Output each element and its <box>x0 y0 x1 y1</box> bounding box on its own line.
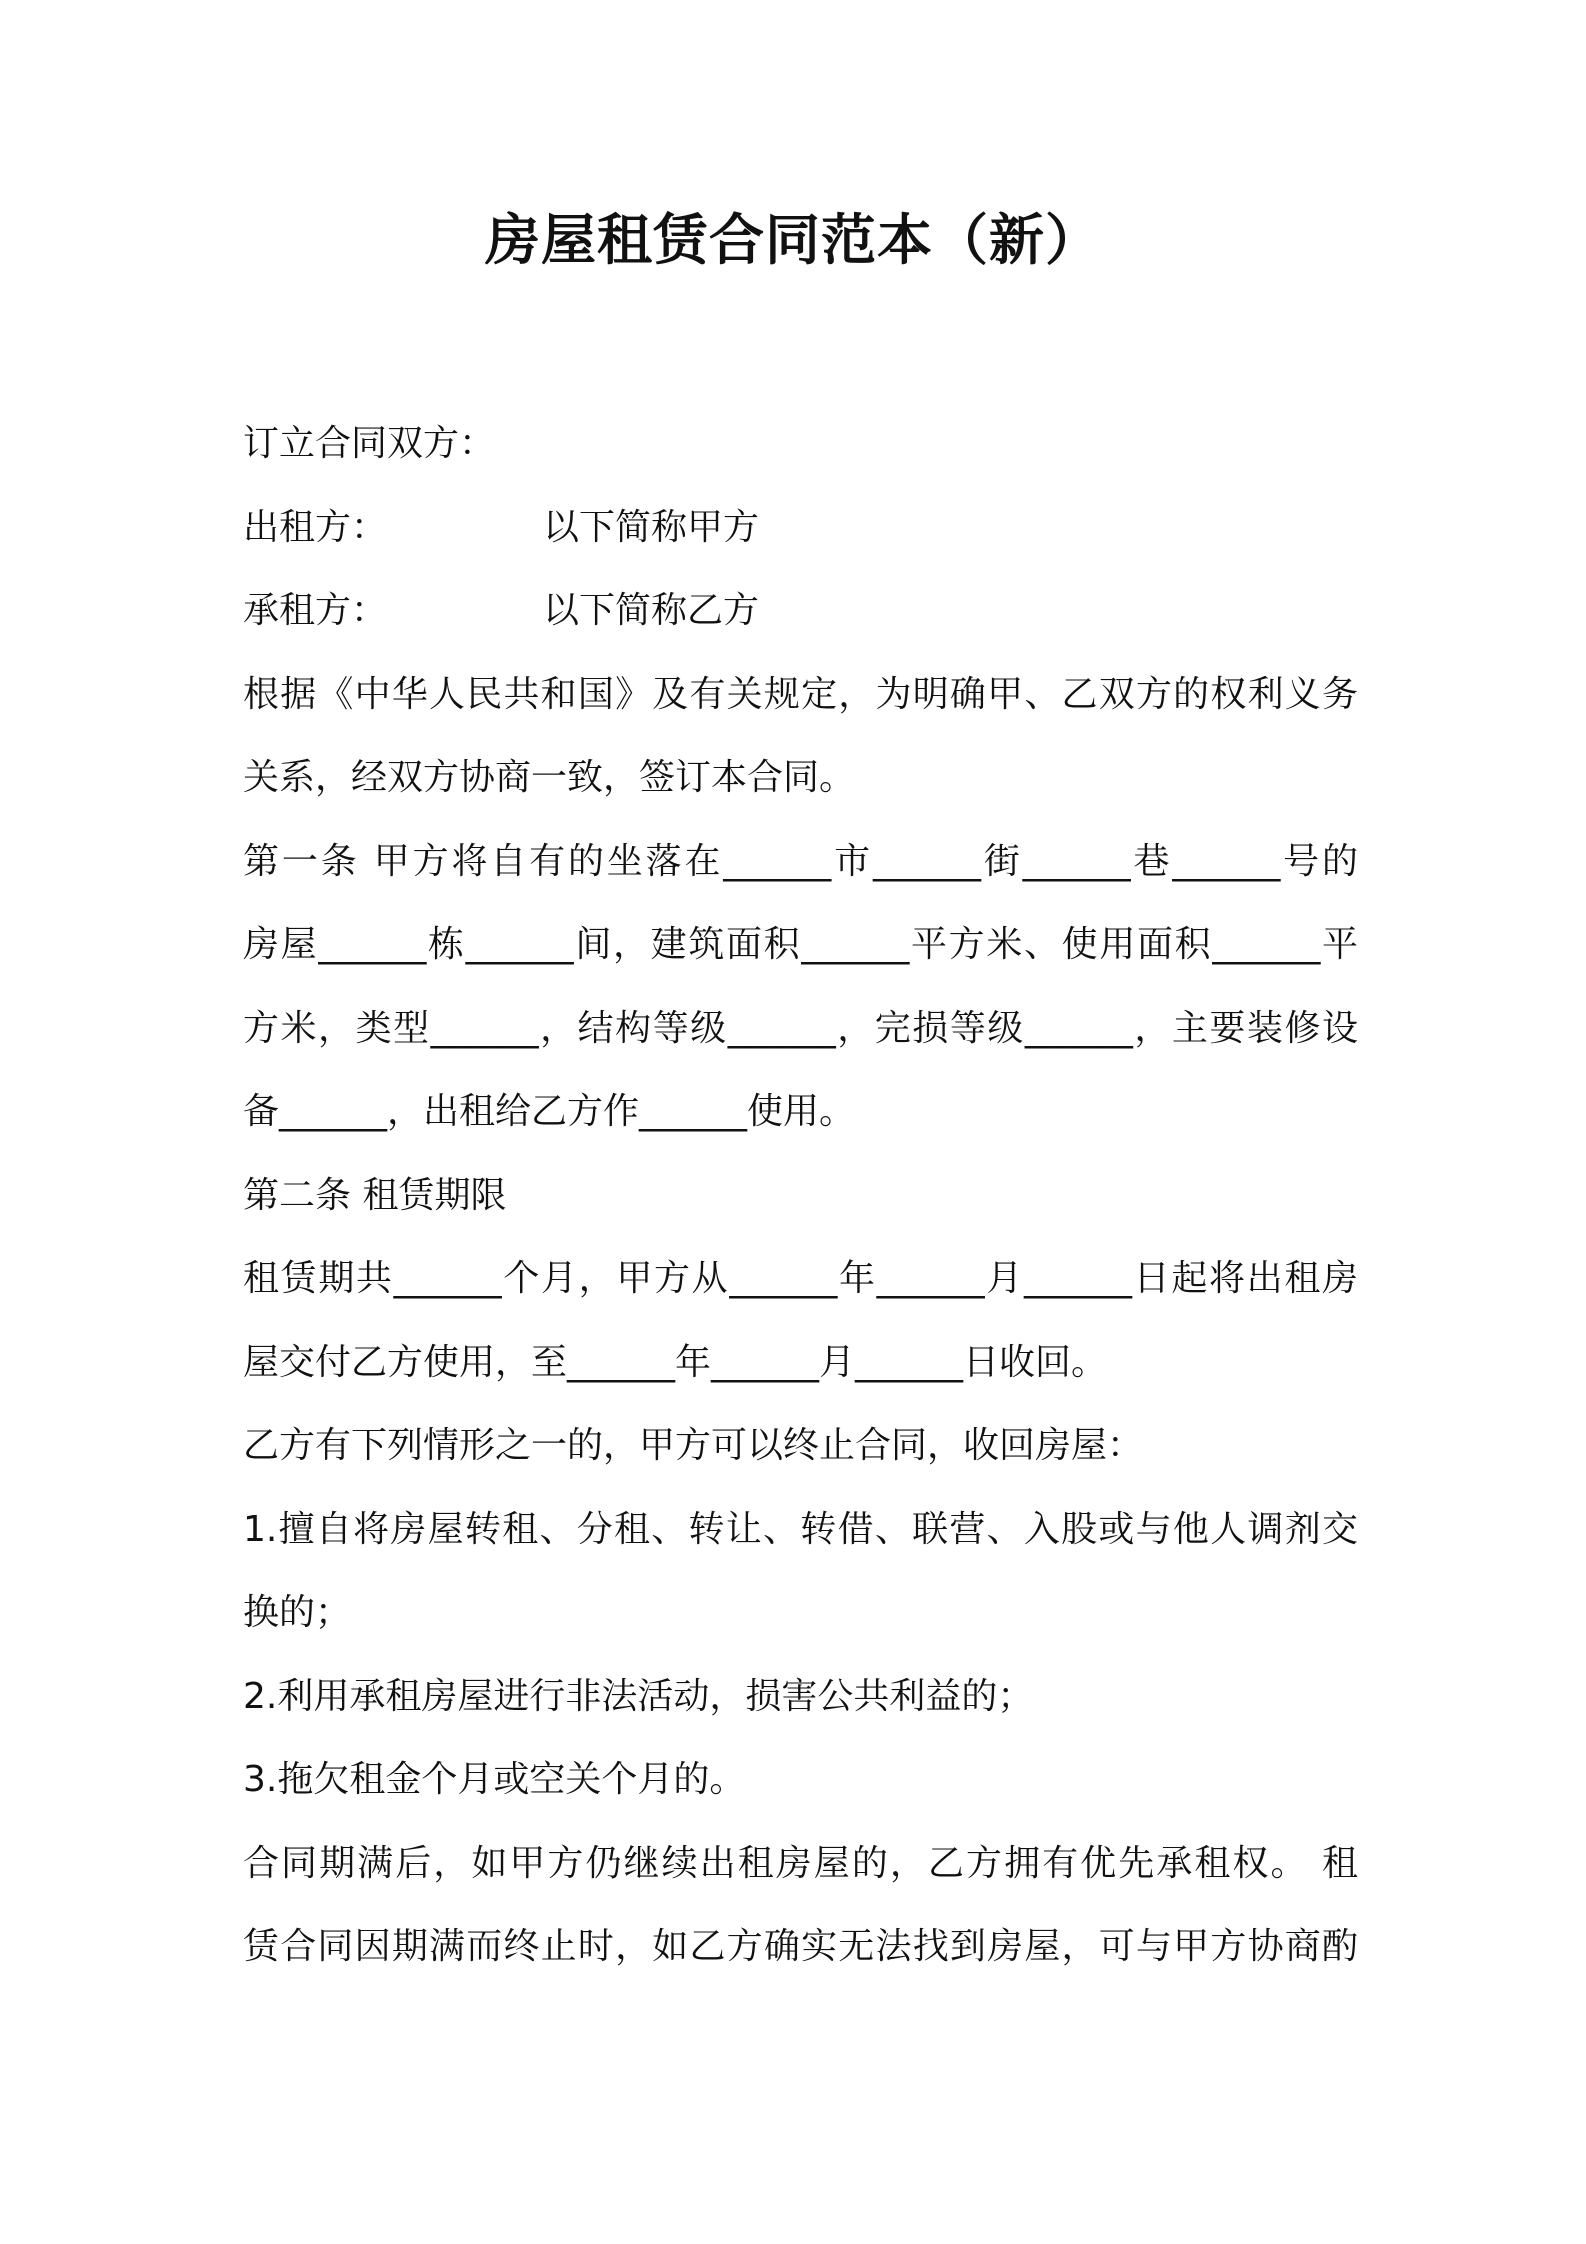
paragraph-line: 关系，经双方协商一致，签订本合同。 <box>243 757 856 798</box>
termination-item-2: 2.利用承租房屋进行非法活动，损害公共利益的； <box>243 1675 1034 1717</box>
termination-item-3: 3.拖欠租金个月或空关个月的。 <box>243 1759 746 1800</box>
paragraph-line: 根据《中华人民共和国》及有关规定，为明确甲、乙双方的权利义务 <box>243 673 1358 715</box>
lessor-row <box>243 486 1358 570</box>
lessee-label: 承租方： <box>243 590 388 631</box>
lessee-note: 以下简称乙方 <box>543 590 760 631</box>
lessor-note: 以下简称甲方 <box>543 506 760 548</box>
termination-item-1-cont: 换的； <box>243 1592 352 1633</box>
document-body <box>243 402 1358 1989</box>
lessee-row <box>243 569 1358 653</box>
lessor-label: 出租方： <box>243 506 388 548</box>
lease-term-line: 租赁期共______个月，甲方从______年______月______日起将出租房 <box>243 1258 1358 1299</box>
lease-term-line: 屋交付乙方使用，至______年______月______日收回。 <box>243 1341 1108 1383</box>
article-1-line: 房屋______栋______间，建筑面积______平方米、使用面积______平 <box>243 924 1358 965</box>
renewal-line: 合同期满后，如甲方仍继续出租房屋的，乙方拥有优先承租权。 租 <box>243 1842 1358 1884</box>
article-1-line: 方米，类型______，结构等级______，完损等级______，主要装修设 <box>243 1007 1358 1049</box>
termination-item-1: 1.擅自将房屋转租、分租、转让、转借、联营、入股或与他人调剂交 <box>243 1508 1358 1550</box>
termination-intro: 乙方有下列情形之一的，甲方可以终止合同，收回房屋： <box>243 1425 1144 1466</box>
article-1-line: 备______，出租给乙方作______使用。 <box>243 1091 856 1132</box>
renewal-line: 赁合同因期满而终止时，如乙方确实无法找到房屋，可与甲方协商酌 <box>243 1926 1358 1967</box>
article-1-line: 第一条 甲方将自有的坐落在______市______街______巷______号的 <box>243 840 1358 882</box>
article-2-heading: 第二条 租赁期限 <box>243 1174 507 1216</box>
document-title: 房屋租赁合同范本（新） <box>484 208 1101 272</box>
parties-heading: 订立合同双方： <box>243 423 496 464</box>
